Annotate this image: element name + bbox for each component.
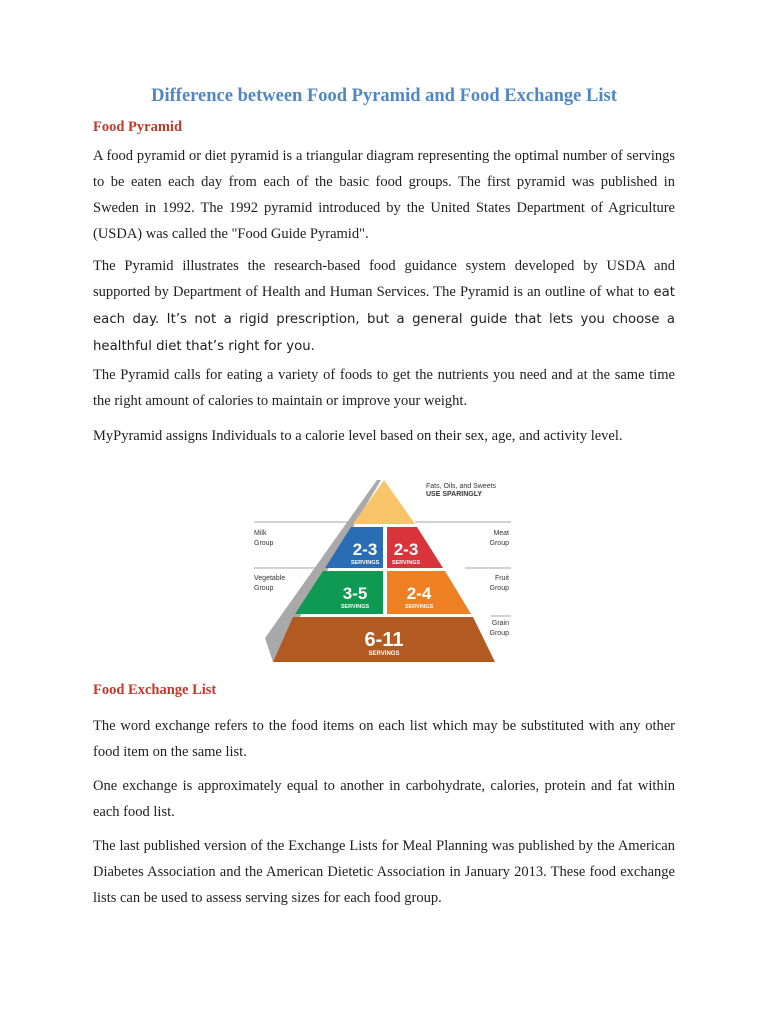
paragraph-exchange-definition: The word exchange refers to the food items on each list which may be substituted with any other food item on the same list.	[93, 718, 675, 760]
meat-servings-word: SERVINGS	[391, 560, 421, 566]
fruit-label-line2: Group	[489, 585, 509, 592]
paragraph-pyramid-usda	[93, 253, 675, 360]
milk-servings-number: 2-3	[352, 540, 378, 559]
milk-servings-word: SERVINGS	[350, 560, 380, 566]
fats-label-line2: USE SPARINGLY	[426, 491, 483, 498]
grain-servings-number: 6-11	[364, 629, 404, 651]
paragraph-pyramid-definition: A food pyramid or diet pyramid is a triangular diagram representing the optimal number of servings to be eaten each day from each of the basic food groups. The first pyramid was published in Sweden in 1992. The 1992 pyramid introduced by the United States Department of Agriculture (USDA) was called the "Food Guide Pyramid".	[93, 148, 675, 242]
section-heading-food-pyramid: Food Pyramid	[93, 119, 183, 135]
paragraph-pyramid-variety: The Pyramid calls for eating a variety of foods to get the nutrients you need and at the same time the right amount of calories to maintain or improve your weight.	[93, 367, 675, 409]
veg-label-line2: Group	[254, 585, 274, 592]
meat-label-line2: Group	[489, 540, 509, 547]
paragraph-pyramid-usda-part1: The Pyramid illustrates the research-based food guidance system developed by USDA and supported by Department of Health and Human Services. The Pyramid is an outline of what to	[93, 258, 675, 300]
meat-label-line1: Meat	[493, 530, 509, 537]
document-title: Difference between Food Pyramid and Food Exchange List	[151, 86, 617, 106]
grain-label-line1: Grain	[491, 620, 509, 627]
grain-label-line2: Group	[489, 630, 509, 637]
veg-servings-number: 3-5	[342, 584, 368, 603]
section-heading-food-exchange: Food Exchange List	[93, 682, 217, 698]
milk-label-line2: Group	[254, 540, 274, 547]
grain-servings-word: SERVINGS	[368, 651, 400, 657]
paragraph-exchange-publication: The last published version of the Exchange Lists for Meal Planning was published by the American Diabetes Association and the American Dietetic Association in January 2013. These food exchange lists can be used to assess serving sizes for each food group.	[93, 838, 675, 906]
fruit-servings-word: SERVINGS	[404, 604, 434, 610]
food-pyramid-svg	[229, 466, 536, 664]
milk-label-line1: Milk	[254, 530, 267, 537]
paragraph-pyramid-usda-part2: eat each day. It’s not a rigid prescription, but a general guide that lets you choose a healthful diet that’s right for you.	[93, 285, 675, 354]
veg-label-line1: Vegetable	[254, 575, 286, 582]
paragraph-mypyramid: MyPyramid assigns Individuals to a calorie level based on their sex, age, and activity level.	[93, 428, 623, 444]
fruit-servings-number: 2-4	[406, 584, 432, 603]
fats-label-line1: Fats, Oils, and Sweets	[426, 483, 497, 490]
paragraph-exchange-equivalence: One exchange is approximately equal to another in carbohydrate, calories, protein and fat within each food list.	[93, 778, 675, 820]
veg-servings-word: SERVINGS	[340, 604, 370, 610]
fruit-label-line1: Fruit	[495, 575, 509, 582]
meat-servings-number: 2-3	[393, 540, 419, 559]
food-pyramid-figure	[229, 466, 536, 664]
